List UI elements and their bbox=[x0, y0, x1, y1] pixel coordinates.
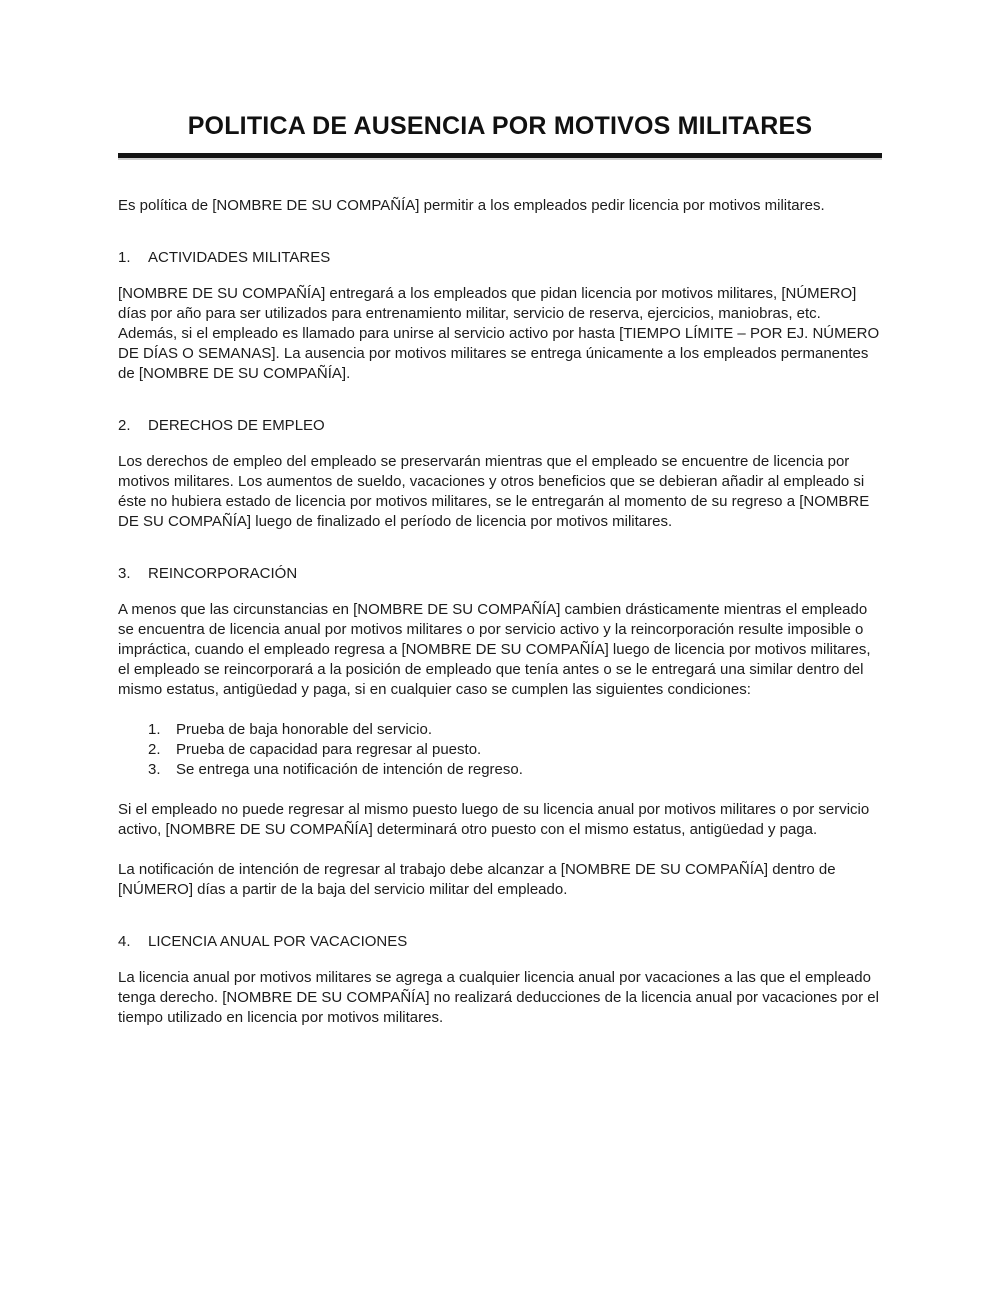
section-number: 3. bbox=[118, 565, 131, 582]
section-heading bbox=[118, 564, 882, 584]
section-number: 4. bbox=[118, 933, 131, 950]
list-item bbox=[148, 720, 882, 740]
section-derechos-de-empleo bbox=[118, 416, 882, 532]
list-item-text: Prueba de capacidad para regresar al puesto. bbox=[176, 741, 482, 758]
conditions-list bbox=[148, 720, 882, 780]
section-paragraph: Si el empleado no puede regresar al mismo puesto luego de su licencia anual por motivos militares o por servicio activo, [NOMBRE DE SU COMPAÑÍA] determinará otro puesto con el mismo estatus, antigüedad y paga. bbox=[118, 801, 870, 838]
list-item-marker: 1. bbox=[148, 721, 161, 738]
section-licencia-anual-por-vacaciones bbox=[118, 932, 882, 1028]
section-title: LICENCIA ANUAL POR VACACIONES bbox=[148, 933, 408, 950]
section-title: DERECHOS DE EMPLEO bbox=[148, 417, 325, 434]
section-title: REINCORPORACIÓN bbox=[148, 565, 298, 582]
section-title: ACTIVIDADES MILITARES bbox=[148, 249, 331, 266]
page-title: POLITICA DE AUSENCIA POR MOTIVOS MILITARES bbox=[187, 112, 813, 140]
section-heading bbox=[118, 248, 882, 268]
section-paragraph: La licencia anual por motivos militares se agrega a cualquier licencia anual por vacaciones a las que el empleado tenga derecho. [NOMBRE DE SU COMPAÑÍA] no realizará deducciones de la licencia anual por vacaciones por el tiempo utilizado en licencia por motivos militares. bbox=[118, 969, 879, 1026]
section-paragraph: Los derechos de empleo del empleado se preservarán mientras que el empleado se encuentre de licencia por motivos militares. Los aumentos de sueldo, vacaciones y otros beneficios que se debieran añadir al empleado si éste no hubiera estado de licencia por motivos militares, se le entregarán al momento de su regreso a [NOMBRE DE SU COMPAÑÍA] luego de finalizado el período de licencia por motivos militares. bbox=[118, 453, 870, 530]
section-number: 2. bbox=[118, 417, 131, 434]
section-number: 1. bbox=[118, 249, 131, 266]
intro-paragraph: Es política de [NOMBRE DE SU COMPAÑÍA] permitir a los empleados pedir licencia por motivos militares. bbox=[118, 197, 825, 214]
section-reincorporacion bbox=[118, 564, 882, 900]
section-paragraph: La notificación de intención de regresar al trabajo debe alcanzar a [NOMBRE DE SU COMPAÑÍA] dentro de [NÚMERO] días a partir de la baja del servicio militar del empleado. bbox=[118, 861, 836, 898]
list-item-text: Se entrega una notificación de intención de regreso. bbox=[176, 761, 523, 778]
section-heading bbox=[118, 932, 882, 952]
list-item-marker: 2. bbox=[148, 741, 161, 758]
title-divider bbox=[118, 153, 882, 160]
list-item-text: Prueba de baja honorable del servicio. bbox=[176, 721, 433, 738]
section-actividades-militares bbox=[118, 248, 882, 384]
list-item-marker: 3. bbox=[148, 761, 161, 778]
section-paragraph: A menos que las circunstancias en [NOMBRE DE SU COMPAÑÍA] cambien drásticamente mientras el empleado se encuentra de licencia anual por motivos militares o por servicio activo y la reincorporación resulte imposible o impráctica, cuando el empleado regresa a [NOMBRE DE SU COMPAÑÍA] luego de licencia por motivos militares, el empleado se reincorporará a la posición de empleado que tenía antes o se le entregará una similar dentro del mismo estatus, antigüedad y paga, si en cualquier caso se cumplen las siguientes condiciones: bbox=[118, 601, 871, 698]
section-paragraph: [NOMBRE DE SU COMPAÑÍA] entregará a los empleados que pidan licencia por motivos militares, [NÚMERO] días por año para ser utilizados para entrenamiento militar, servicio de reserva, ejercicios, maniobras, etc. Además, si el empleado es llamado para unirse al servicio activo por hasta [TIEMPO LÍMITE – POR EJ. NÚMERO DE DÍAS O SEMANAS]. La ausencia por motivos militares se entrega únicamente a los empleados permanentes de [NOMBRE DE SU COMPAÑÍA]. bbox=[118, 285, 880, 382]
section-heading bbox=[118, 416, 882, 436]
list-item bbox=[148, 760, 882, 780]
list-item bbox=[148, 740, 882, 760]
